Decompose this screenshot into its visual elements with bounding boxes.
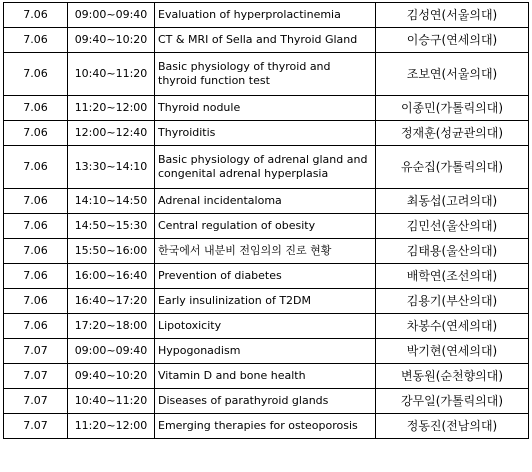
session-time-cell: 17:20~18:00 bbox=[68, 314, 155, 339]
schedule-row bbox=[4, 314, 529, 339]
session-date-cell: 7.07 bbox=[4, 389, 68, 414]
session-time-cell: 11:20~12:00 bbox=[68, 414, 155, 439]
session-topic-cell: Early insulinization of T2DM bbox=[155, 289, 376, 314]
schedule-row bbox=[4, 214, 529, 239]
session-topic-cell: Central regulation of obesity bbox=[155, 214, 376, 239]
schedule-row bbox=[4, 339, 529, 364]
session-time-cell: 12:00~12:40 bbox=[68, 121, 155, 146]
session-time-cell: 13:30~14:10 bbox=[68, 146, 155, 189]
session-speaker-cell: 김민선(울산의대) bbox=[376, 214, 529, 239]
session-date-cell: 7.06 bbox=[4, 289, 68, 314]
session-speaker-cell: 이승구(연세의대) bbox=[376, 28, 529, 53]
session-topic-cell: Basic physiology of adrenal gland and congenital adrenal hyperplasia bbox=[155, 146, 376, 189]
session-topic-cell: Emerging therapies for osteoporosis bbox=[155, 414, 376, 439]
session-time-cell: 10:40~11:20 bbox=[68, 53, 155, 96]
schedule-row bbox=[4, 28, 529, 53]
schedule-body bbox=[4, 3, 529, 439]
session-time-cell: 14:10~14:50 bbox=[68, 189, 155, 214]
session-speaker-cell: 이종민(가톨릭의대) bbox=[376, 96, 529, 121]
session-speaker-cell: 변동원(순천향의대) bbox=[376, 364, 529, 389]
session-date-cell: 7.06 bbox=[4, 264, 68, 289]
session-topic-cell: Lipotoxicity bbox=[155, 314, 376, 339]
session-speaker-cell: 김성연(서울의대) bbox=[376, 3, 529, 28]
session-time-cell: 15:50~16:00 bbox=[68, 239, 155, 264]
session-topic-cell: Adrenal incidentaloma bbox=[155, 189, 376, 214]
session-time-cell: 09:40~10:20 bbox=[68, 28, 155, 53]
session-time-cell: 16:40~17:20 bbox=[68, 289, 155, 314]
schedule-row bbox=[4, 53, 529, 96]
session-time-cell: 09:00~09:40 bbox=[68, 3, 155, 28]
session-speaker-cell: 조보연(서울의대) bbox=[376, 53, 529, 96]
schedule-row bbox=[4, 96, 529, 121]
session-date-cell: 7.06 bbox=[4, 239, 68, 264]
session-date-cell: 7.06 bbox=[4, 96, 68, 121]
schedule-row bbox=[4, 121, 529, 146]
session-date-cell: 7.06 bbox=[4, 121, 68, 146]
schedule-row bbox=[4, 414, 529, 439]
schedule-row bbox=[4, 264, 529, 289]
session-date-cell: 7.07 bbox=[4, 364, 68, 389]
session-date-cell: 7.07 bbox=[4, 414, 68, 439]
session-time-cell: 11:20~12:00 bbox=[68, 96, 155, 121]
session-date-cell: 7.07 bbox=[4, 339, 68, 364]
session-date-cell: 7.06 bbox=[4, 146, 68, 189]
session-topic-cell: CT & MRI of Sella and Thyroid Gland bbox=[155, 28, 376, 53]
session-speaker-cell: 정동진(전남의대) bbox=[376, 414, 529, 439]
schedule-row bbox=[4, 239, 529, 264]
schedule-row bbox=[4, 189, 529, 214]
session-topic-cell: Thyroid nodule bbox=[155, 96, 376, 121]
session-speaker-cell: 김태용(울산의대) bbox=[376, 239, 529, 264]
session-date-cell: 7.06 bbox=[4, 28, 68, 53]
schedule-row bbox=[4, 364, 529, 389]
lecture-schedule-table bbox=[3, 2, 529, 439]
session-topic-cell: Evaluation of hyperprolactinemia bbox=[155, 3, 376, 28]
session-topic-cell: Hypogonadism bbox=[155, 339, 376, 364]
session-speaker-cell: 차봉수(연세의대) bbox=[376, 314, 529, 339]
session-speaker-cell: 최동섭(고려의대) bbox=[376, 189, 529, 214]
session-speaker-cell: 박기현(연세의대) bbox=[376, 339, 529, 364]
session-topic-cell: Thyroiditis bbox=[155, 121, 376, 146]
session-time-cell: 14:50~15:30 bbox=[68, 214, 155, 239]
session-date-cell: 7.06 bbox=[4, 53, 68, 96]
session-time-cell: 09:40~10:20 bbox=[68, 364, 155, 389]
session-speaker-cell: 강무일(가톨릭의대) bbox=[376, 389, 529, 414]
session-time-cell: 16:00~16:40 bbox=[68, 264, 155, 289]
session-topic-cell: Prevention of diabetes bbox=[155, 264, 376, 289]
session-date-cell: 7.06 bbox=[4, 214, 68, 239]
session-date-cell: 7.06 bbox=[4, 314, 68, 339]
session-date-cell: 7.06 bbox=[4, 189, 68, 214]
session-topic-cell: Basic physiology of thyroid and thyroid function test bbox=[155, 53, 376, 96]
schedule-row bbox=[4, 146, 529, 189]
session-speaker-cell: 김용기(부산의대) bbox=[376, 289, 529, 314]
session-topic-cell: 한국에서 내분비 전임의의 진로 현황 bbox=[155, 239, 376, 264]
session-speaker-cell: 정재훈(성균관의대) bbox=[376, 121, 529, 146]
session-time-cell: 09:00~09:40 bbox=[68, 339, 155, 364]
session-speaker-cell: 배학연(조선의대) bbox=[376, 264, 529, 289]
schedule-row bbox=[4, 289, 529, 314]
schedule-row bbox=[4, 389, 529, 414]
session-date-cell: 7.06 bbox=[4, 3, 68, 28]
session-topic-cell: Vitamin D and bone health bbox=[155, 364, 376, 389]
session-speaker-cell: 유순집(가톨릭의대) bbox=[376, 146, 529, 189]
session-time-cell: 10:40~11:20 bbox=[68, 389, 155, 414]
session-topic-cell: Diseases of parathyroid glands bbox=[155, 389, 376, 414]
schedule-row bbox=[4, 3, 529, 28]
